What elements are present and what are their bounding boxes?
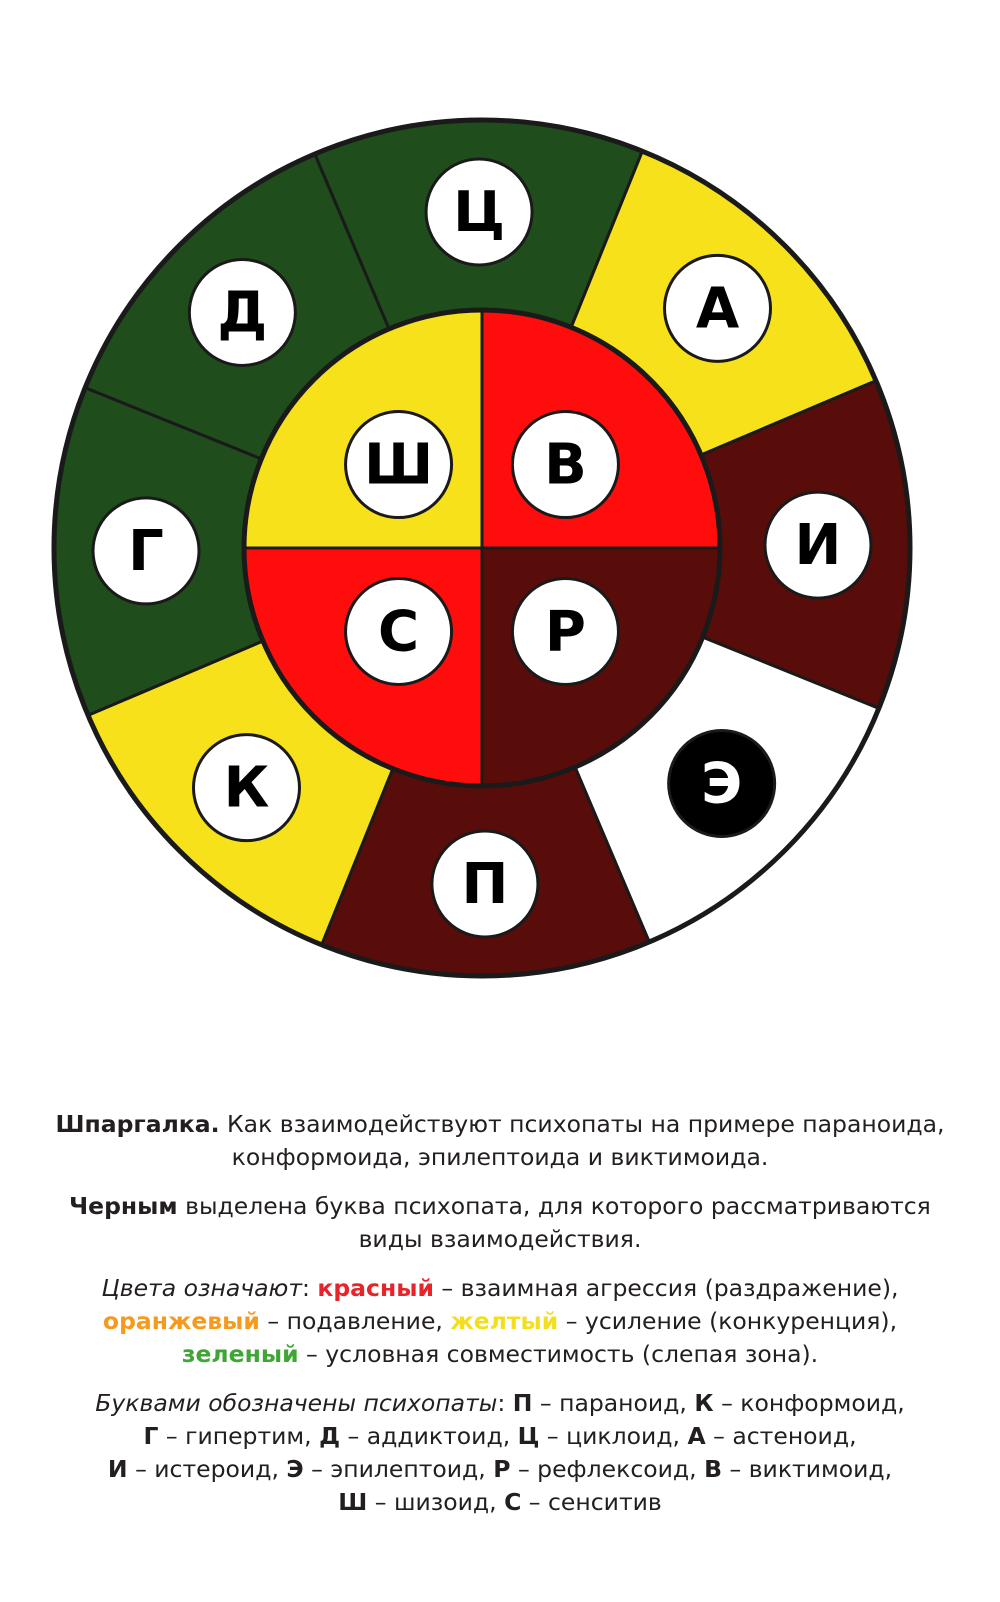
badge-letter: А bbox=[695, 276, 740, 342]
legend-letter: В bbox=[704, 1455, 722, 1483]
legend-letter-text: – рефлексоид, bbox=[510, 1455, 705, 1483]
legend-orange: оранжевый bbox=[102, 1307, 260, 1335]
badge-letter: В bbox=[544, 432, 587, 498]
caption bbox=[40, 1108, 960, 1535]
outer-badge bbox=[665, 255, 771, 361]
legend-letter-text: – виктимоид, bbox=[722, 1455, 893, 1483]
legend-letter: С bbox=[504, 1488, 522, 1516]
inner-badge bbox=[346, 578, 452, 684]
legend-letter-text: – аддиктоид, bbox=[340, 1422, 518, 1450]
colors-colon: : bbox=[302, 1274, 318, 1302]
badge-letter: Э bbox=[701, 751, 743, 817]
inner-badge bbox=[512, 412, 618, 518]
letters-label: Буквами обозначены психопаты bbox=[95, 1389, 498, 1417]
legend-letter: Ш bbox=[338, 1488, 368, 1516]
outer-badge bbox=[193, 735, 299, 841]
letters-colon: : bbox=[497, 1389, 513, 1417]
legend-letter: Д bbox=[319, 1422, 341, 1450]
cheat-sheet-label: Шпаргалка. bbox=[55, 1110, 220, 1138]
caption-black-note bbox=[40, 1190, 960, 1256]
badge-letter: Ц bbox=[453, 180, 506, 246]
legend-red: красный bbox=[317, 1274, 434, 1302]
legend-letter: Р bbox=[493, 1455, 511, 1483]
outer-badge bbox=[189, 259, 295, 365]
badge-letter: П bbox=[461, 851, 509, 917]
legend-letter-text: – астеноид, bbox=[705, 1422, 857, 1450]
cheat-sheet-text: Как взаимодействуют психопаты на примере параноида, конформоида, эпилептоида и виктимоида. bbox=[219, 1110, 945, 1171]
legend-letter-text: – циклоид, bbox=[539, 1422, 688, 1450]
legend-yellow: желтый bbox=[450, 1307, 559, 1335]
outer-badge bbox=[426, 159, 532, 265]
legend-red-text: – взаимная агрессия (раздражение), bbox=[433, 1274, 899, 1302]
outer-badge bbox=[765, 492, 871, 598]
legend-letter: П bbox=[512, 1389, 533, 1417]
legend-green: зеленый bbox=[181, 1340, 299, 1368]
badge-letter: И bbox=[794, 513, 842, 579]
legend-letter-text: – гипертим, bbox=[158, 1422, 320, 1450]
legend-letter: А bbox=[687, 1422, 706, 1450]
badge-letter: Д bbox=[217, 280, 268, 346]
outer-badge bbox=[432, 831, 538, 937]
legend-letter: Э bbox=[286, 1455, 304, 1483]
inner-circle bbox=[244, 310, 720, 786]
inner-badge bbox=[512, 578, 618, 684]
badge-letter: Ш bbox=[363, 432, 434, 498]
caption-letter-legend bbox=[40, 1387, 960, 1519]
inner-badge bbox=[346, 412, 452, 518]
legend-letter-text: – сенситив bbox=[521, 1488, 662, 1516]
black-label: Черным bbox=[69, 1192, 178, 1220]
legend-letter-text: – эпилептоид, bbox=[303, 1455, 494, 1483]
legend-letter-text: – конформоид, bbox=[713, 1389, 905, 1417]
legend-letter: Ц bbox=[517, 1422, 540, 1450]
legend-letter: Г bbox=[143, 1422, 159, 1450]
badge-letter: Р bbox=[544, 599, 586, 665]
legend-orange-text: – подавление, bbox=[259, 1307, 451, 1335]
colors-label: Цвета означают bbox=[101, 1274, 303, 1302]
outer-badge bbox=[93, 498, 199, 604]
badge-letter: К bbox=[223, 755, 270, 821]
legend-letter: И bbox=[107, 1455, 128, 1483]
legend-letter-text: – параноид, bbox=[532, 1389, 695, 1417]
badge-letter: С bbox=[378, 599, 420, 665]
legend-green-text: – условная совместимость (слепая зона). bbox=[298, 1340, 819, 1368]
legend-yellow-text: – усиление (конкуренция), bbox=[558, 1307, 898, 1335]
legend-letter: К bbox=[694, 1389, 714, 1417]
caption-intro bbox=[40, 1108, 960, 1174]
legend-letter-text: – истероид, bbox=[127, 1455, 287, 1483]
legend-letter-text: – шизоид, bbox=[367, 1488, 505, 1516]
black-note-text: выделена буква психопата, для которого рассматриваются виды взаимодействия. bbox=[177, 1192, 931, 1253]
outer-badge bbox=[669, 731, 775, 837]
badge-letter: Г bbox=[128, 518, 164, 584]
caption-color-legend bbox=[40, 1272, 960, 1371]
